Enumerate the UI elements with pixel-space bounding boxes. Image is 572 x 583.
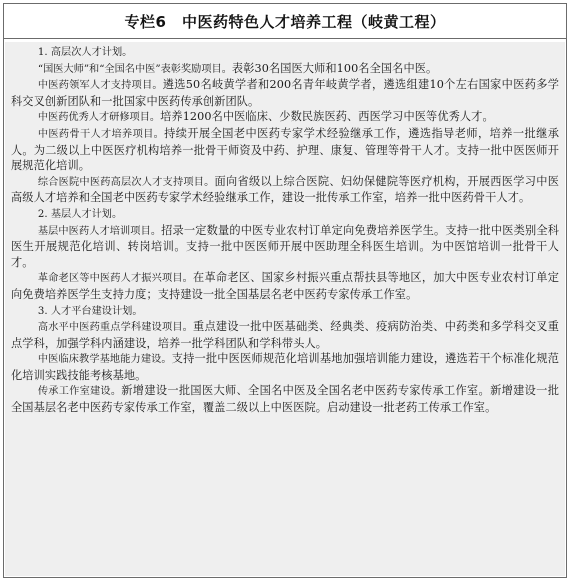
paragraph (11, 206, 559, 223)
paragraph (11, 270, 559, 302)
paragraph-lead: 综合医院中医药高层次人才支持项目。 (37, 176, 215, 188)
paragraph (11, 174, 559, 206)
paragraph (11, 383, 559, 415)
paragraph-lead: 高水平中医药重点学科建设项目。 (37, 322, 194, 334)
paragraph-text: 面向省级以上综合医院、妇幼保健院等医疗机构，开展西医学习中医高级人才培养和全国老中医药专家学术经验继承工作，建设一批传承工作室，培养一批中医药骨干人才。 (11, 174, 559, 205)
paragraph (11, 223, 559, 271)
paragraph-lead: 中医药优秀人才研修项目。 (37, 112, 161, 124)
paragraph-lead: 基层中医药人才培训项目。 (37, 225, 162, 237)
paragraph (11, 77, 559, 109)
paragraph-lead: 革命老区等中医药人才振兴项目。 (37, 273, 194, 285)
paragraph-text: 新增建设一批国医大师、全国名中医及全国名老中医药专家传承工作室。新增建设一批全国基层名老中医药专家传承工作室，覆盖二级以上中医医院。启动建设一批老药工传承工作室。 (11, 384, 559, 415)
feature-box (3, 3, 567, 578)
paragraph-lead: “国医大师”和“全国名中医”表彰奖励项目。 (37, 63, 232, 75)
paragraph-lead: 1. 高层次人才计划。 (37, 47, 133, 58)
paragraph-text: 培养1200名中医临床、少数民族医药、西医学习中医等优秀人才。 (160, 110, 494, 124)
paragraph-lead: 2. 基层人才计划。 (37, 208, 123, 220)
title-bar (4, 4, 566, 39)
paragraph-text: 重点建设一批中医基础类、经典类、疫病防治类、中药类和多学科交叉重点学科，加强学科内涵建设，培养一批学科团队和学科带头人。 (11, 320, 560, 350)
paragraph-text: 在革命老区、国家乡村振兴重点帮扶县等地区，加大中医专业农村订单定向免费培养医学生支持力度；支持建设一批全国基层名老中医药专家传承工作室。 (11, 271, 560, 301)
paragraph (11, 351, 559, 383)
box-content (5, 42, 565, 576)
paragraph (11, 44, 559, 61)
paragraph-lead: 传承工作室建设。 (37, 386, 122, 398)
paragraph-lead: 中医临床教学基地能力建设。 (37, 354, 172, 366)
paragraph (11, 303, 559, 320)
paragraph-lead: 中医药骨干人才培养项目。 (37, 128, 165, 140)
paragraph-lead: 中医药领军人才支持项目。 (37, 80, 163, 92)
paragraph-text: 支持一批中医医师规范化培训基地加强培训能力建设，遴选若干个标准化规范化培训实践技能考核基地。 (11, 352, 559, 382)
paragraph-text: 招录一定数量的中医专业农村订单定向免费培养医学生。支持一批中医类别全科医生开展规范化培训、转岗培训。支持一批中医医师开展中医助理全科医生培训。为中医馆培训一批骨干人才。 (11, 223, 559, 269)
paragraph (11, 319, 559, 351)
box-title: 专栏6 中医药特色人才培养工程（岐黄工程） (124, 12, 446, 31)
paragraph-lead: 3. 人才平台建设计划。 (37, 305, 143, 317)
paragraph (11, 109, 559, 126)
paragraph-text: 遴选50名岐黄学者和200名青年岐黄学者，遴选组建10个左右国家中医药多学科交叉创新团队和一批国家中医药传承创新团队。 (11, 78, 560, 108)
paragraph (11, 61, 559, 78)
paragraph-text: 表彰30名国医大师和100名全国名中医。 (231, 61, 438, 75)
paragraph (11, 126, 559, 174)
paragraph-text: 持续开展全国老中医药专家学术经验继承工作，遴选指导老师，培养一批继承人。为二级以上中医医疗机构培养一批骨干师资及中药、护理、康复、管理等骨干人才。支持一批中医医师开展规范化培训。 (11, 126, 560, 173)
